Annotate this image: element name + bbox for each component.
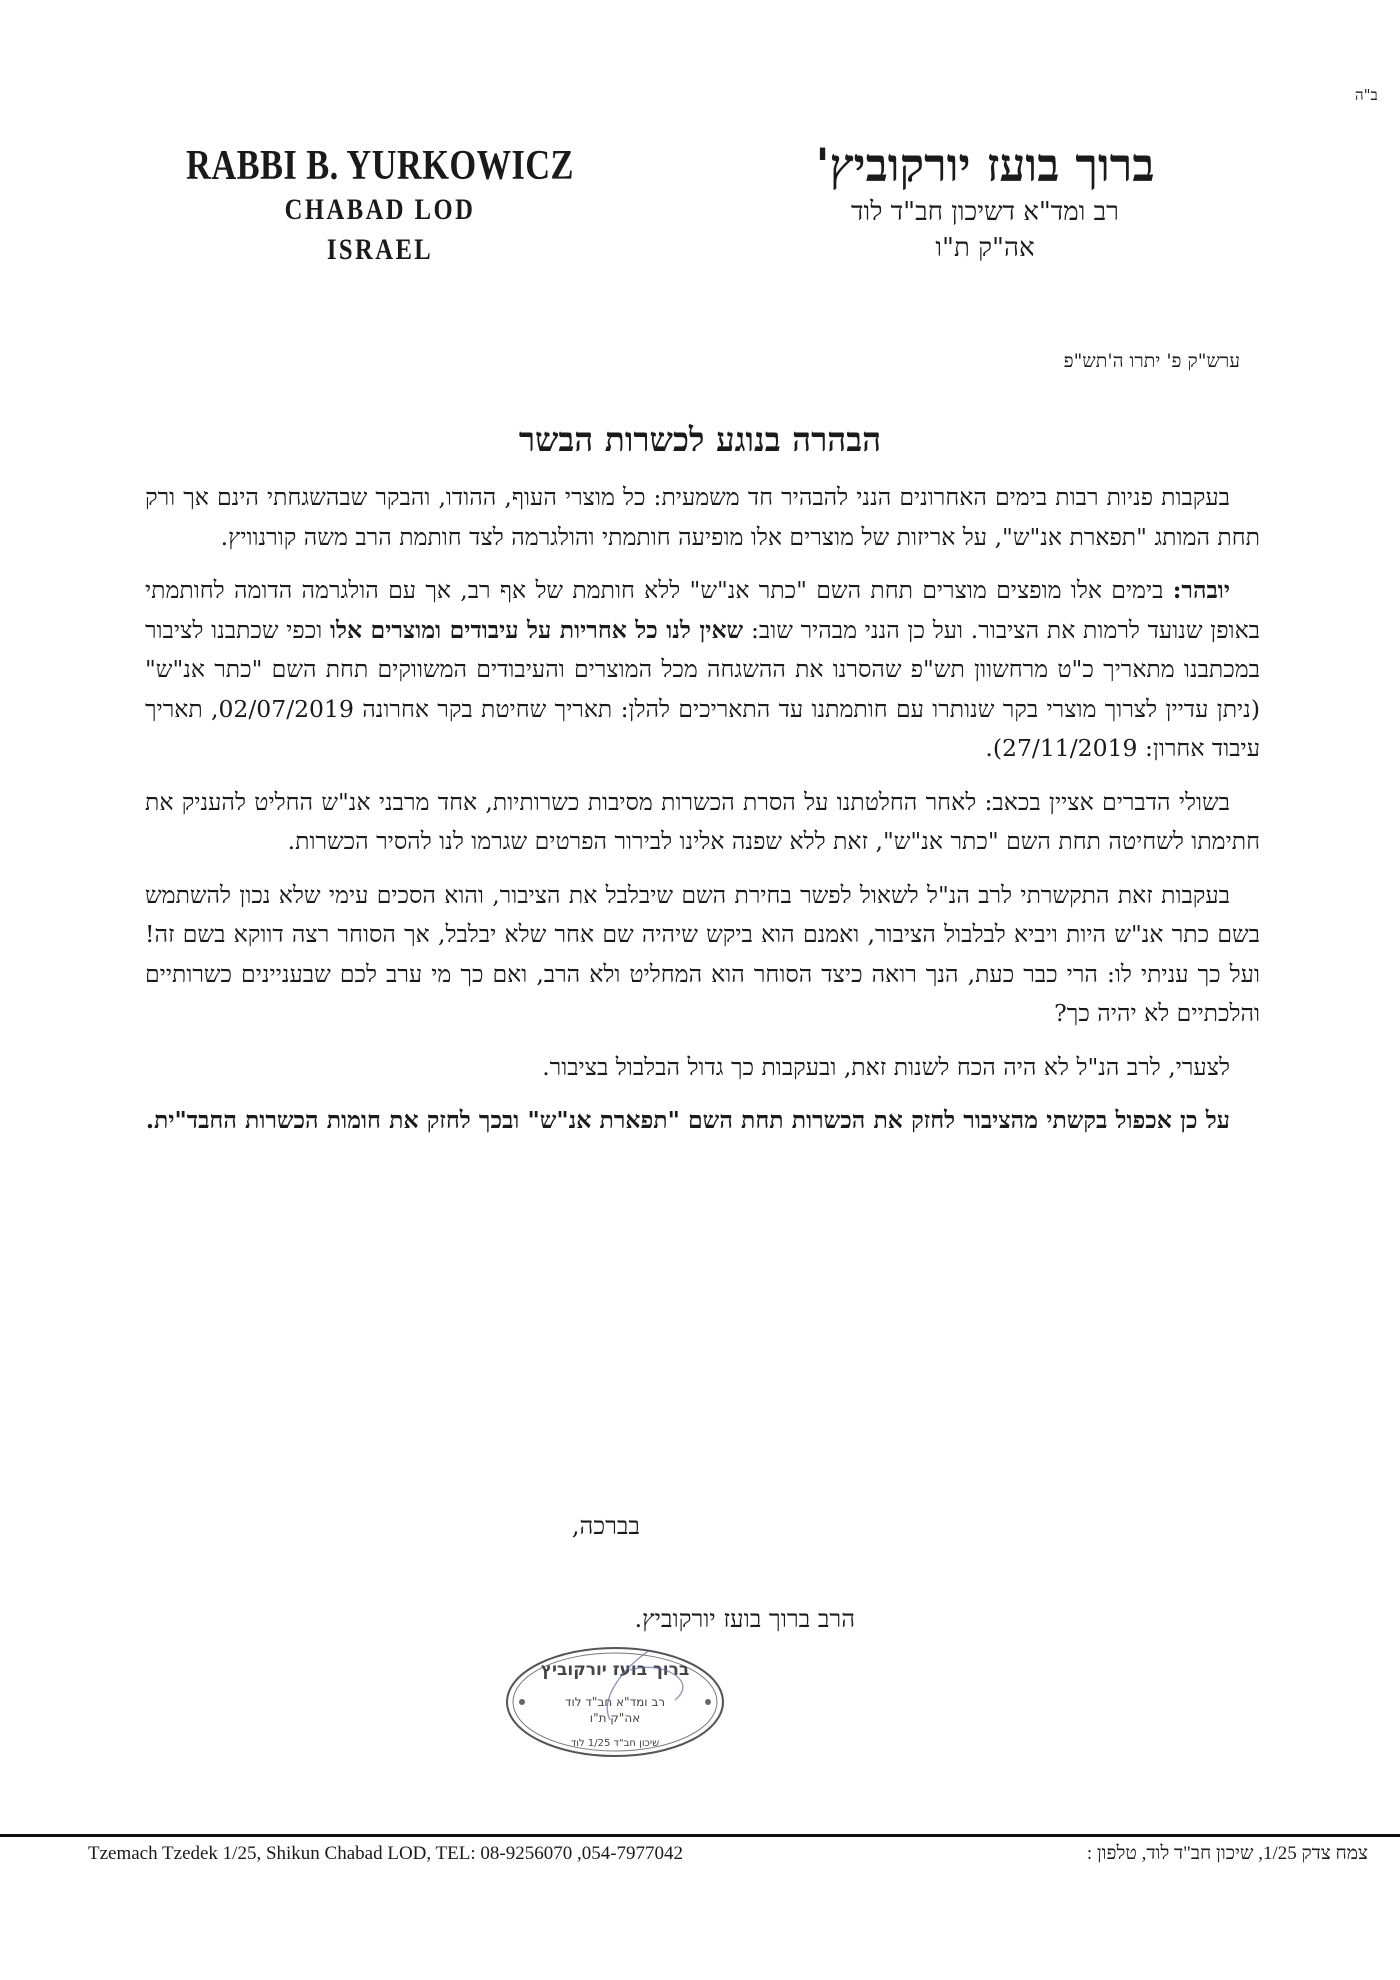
hebrew-title: רב ומד"א דשיכון חב"ד לוד — [851, 197, 1119, 227]
english-community: CHABAD LOD — [284, 193, 476, 226]
closing-greeting: בברכה, — [571, 1512, 640, 1540]
bh-mark: ב"ה — [1355, 86, 1378, 104]
hebrew-rabbi-name: ברוך בועז יורקוביץ' — [815, 138, 1155, 192]
letter-date: ערש"ק פ' יתרו ה'תש"פ — [1063, 350, 1240, 372]
rabbinical-stamp-icon — [500, 1640, 730, 1760]
stamp-top-text: ברוך בועז יורקוביץ — [540, 1660, 690, 1680]
english-letterhead — [130, 142, 630, 270]
stamp-line-2: אה"ק ת"ו — [589, 1711, 641, 1725]
stamp-line-1: רב ומד"א חב"ד לוד — [564, 1695, 666, 1709]
paragraph-2-lead: יובהר: — [1172, 576, 1230, 604]
footer-english-address: Tzemach Tzedek 1/25, Shikun Chabad LOD, TEL: 08-9256070 ,054-7977042 — [88, 1843, 684, 1864]
footer-hebrew-address: צמח צדק 1/25, שיכון חב"ד לוד, טלפון : — [1086, 1843, 1368, 1864]
letter-title: הבהרה בנוגע לכשרות הבשר — [518, 420, 882, 459]
paragraph-3: בשולי הדברים אציין בכאב: לאחר החלטתנו על הסרת הכשרות מסיבות כשרותיות, אחד מרבני אנ"ש החליט להעניק את חתימתו לשחיטה תחת השם "כתר אנ"ש", זאת ללא שפנה אלינו לבירור הפרטים שגרמו לנו להסיר הכשרות. — [145, 787, 1260, 855]
footer-divider — [0, 1834, 1400, 1837]
paragraph-4: בעקבות זאת התקשרתי לרב הנ"ל לשאול לפשר בחירת השם שיבלבל את הציבור, והוא הסכים עימי שלא נכון להשתמש בשם כתר אנ"ש היות ויביא לבלבול הציבור, ואמנם הוא ביקש שיהיה שם אחר שלא יבלבל, אך הסוחר רצה דווקא בשם זה! ועל כך עניתי לו: הרי כבר כעת, הנך רואה כיצד הסוחר הוא המחליט ולא הרב, ואם כך מי ערב לכם שבעניינים כשרותיים והלכתיים לא יהיה כך? — [145, 880, 1260, 1027]
hebrew-letterhead — [720, 136, 1250, 266]
paragraph-2-emphasis: שאין לנו כל אחריות על עיבודים ומוצרים אלו — [330, 615, 744, 644]
paragraph-6: על כן אכפול בקשתי מהציבור לחזק את הכשרות תחת השם "תפארת אנ"ש" ובכך לחזק את חומות הכשרות החבד"ית. — [145, 1106, 1230, 1134]
letter-body — [145, 478, 1260, 1155]
paragraph-2-text-a: בימים אלו מופצים מוצרים תחת השם "כתר אנ"ש" ללא חותמת של אף רב, אך עם הולגרמה הדומה לחותמתי באופן שנועד לרמות את הציבור. ועל כן הנני מבהיר שוב: — [145, 576, 1260, 644]
footer — [88, 1843, 1388, 1865]
stamp-bottom-text: שיכון חב"ד 1/25 לוד — [570, 1738, 660, 1749]
paragraph-5: לצערי, לרב הנ"ל לא היה הכח לשנות זאת, ובעקבות כך גדול הבלבול בציבור. — [542, 1052, 1230, 1081]
paragraph-2 — [145, 571, 1260, 769]
hebrew-location: אה"ק ת"ו — [935, 233, 1035, 263]
paragraph-2-text-b: וכפי שכתבנו לציבור במכתבנו מתאריך כ"ט מרחשוון תש"פ שהסרנו את ההשגחה מכל המוצרים והעיבודים המשווקים תחת השם "כתר אנ"ש" (ניתן עדיין לצרוך מוצרי בקר שנותרו עם חותמתנו עד התאריכים להלן: תאריך שחיטת בקר אחרונה 02/07/2019, תאריך עיבוד אחרון: 27/11/2019). — [145, 615, 1260, 762]
english-rabbi-name: RABBI B. YURKOWICZ — [186, 143, 574, 189]
signer-name: הרב ברוך בועז יורקוביץ. — [634, 1605, 855, 1633]
paragraph-1: בעקבות פניות רבות בימים האחרונים הנני להבהיר חד משמעית: כל מוצרי העוף, ההודו, והבקר שבהשגחתי הינם אך ורק תחת המותג "תפארת אנ"ש", על אריזות של מוצרים אלו מופיעה חותמתי והולגרמה לצד חותמת הרב משה קורנוויץ. — [145, 483, 1260, 551]
english-country: ISRAEL — [326, 233, 434, 266]
